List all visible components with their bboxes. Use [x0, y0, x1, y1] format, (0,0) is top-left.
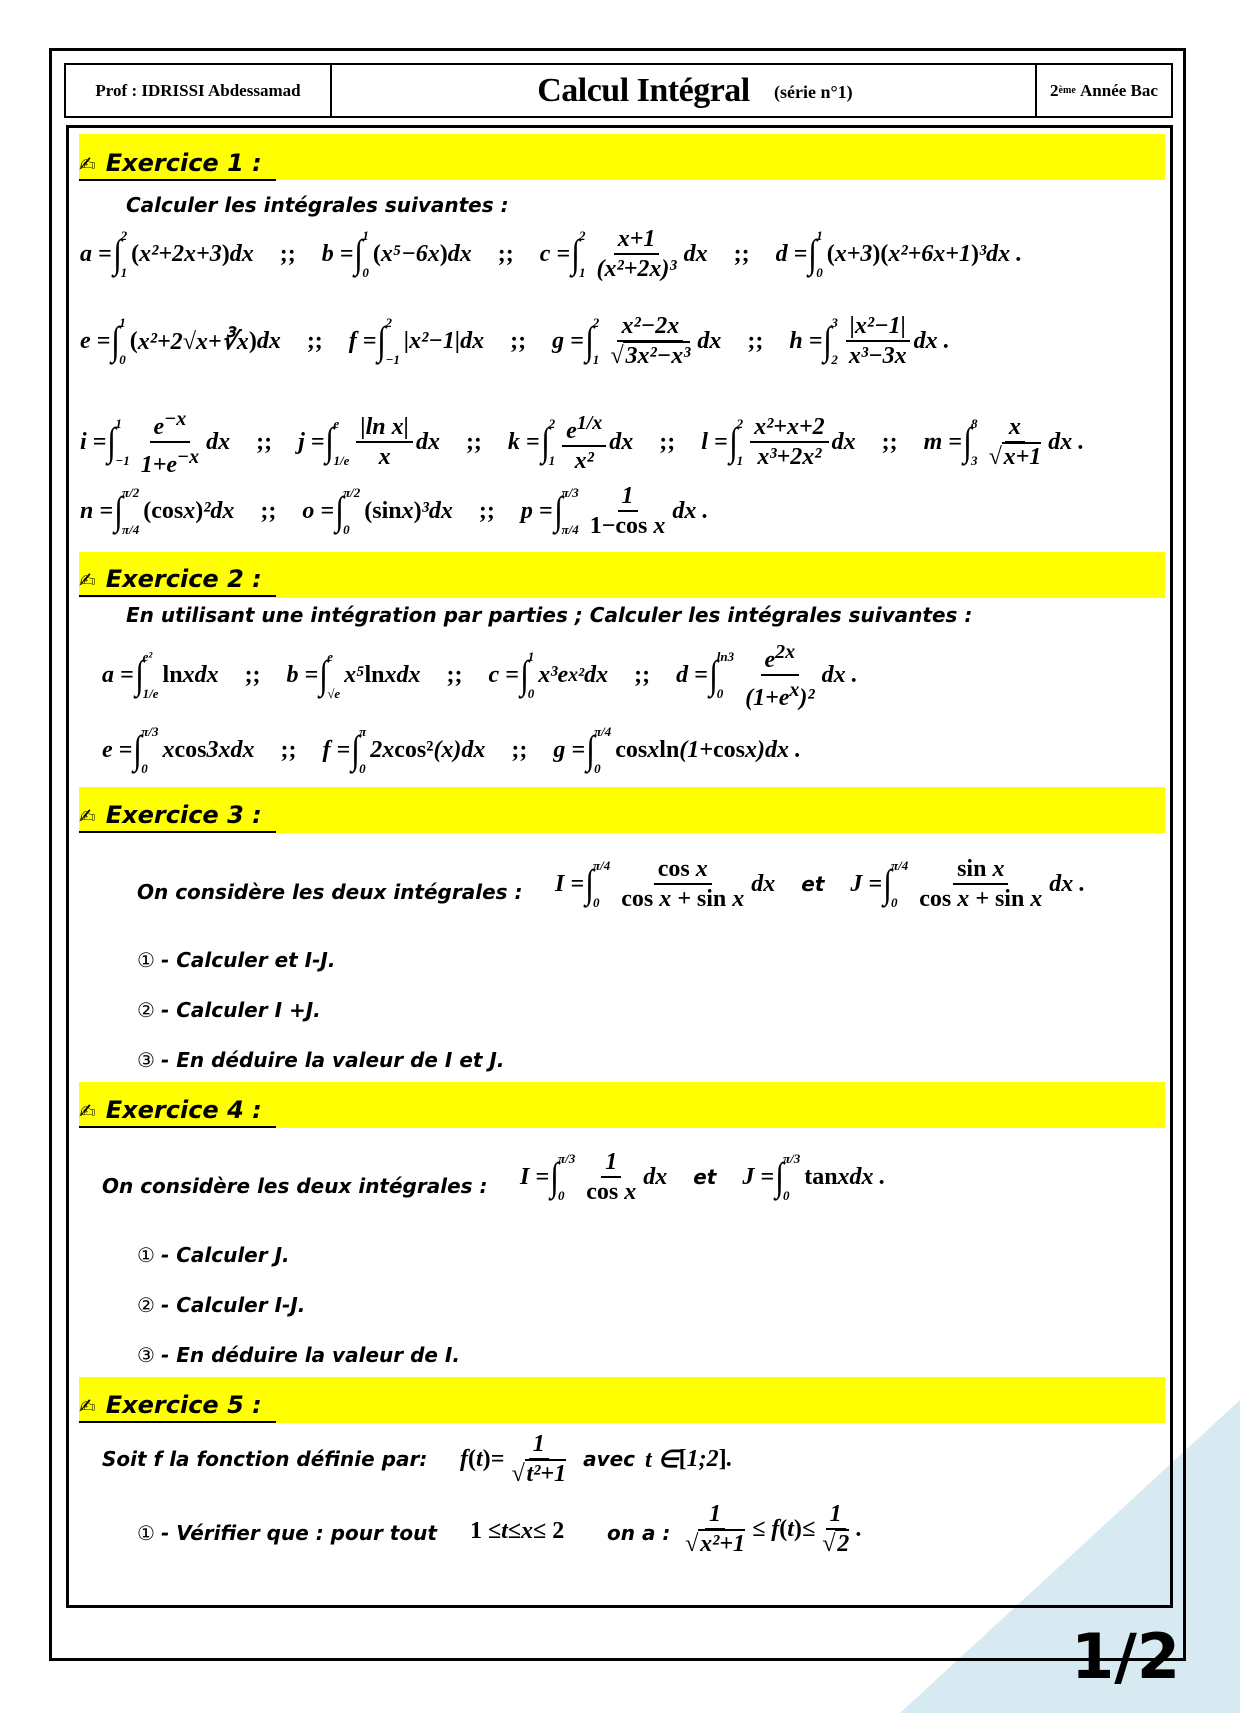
ex1-row-3: i = ∫ 1 −1 $\frac{e^{-x}}{1+e^{-x}}$ dx ;; j = ∫ e 1/e $\frac{\text{|ln x|}}{x}$ dx ;; k = ∫ 2 1 $\frac{e^{1/x}}{\text{x²}}$ dx ;; l = ∫ 2 1 $\frac{\text{x²+x+2}}{\text{x³+2x²}}$ dx ;; m = ∫ 8 3 $\frac{x}{√x+1}$ dx . [80, 405, 1084, 479]
page-title: Calcul Intégral [537, 71, 750, 109]
ex1-row-2: e = ∫ 1 0 ( x²+2√x+∛x ) dx ;; f = ∫ 2 −1 |x²−1|dx ;; g = ∫ 2 1 $\frac{\text{x²−2x}}{\text{√3x²−x³}}$ dx ;; h = ∫ 3 2 $\frac{\text{|x²−1|}}{\text{x³−3x}}$ dx . [80, 313, 950, 369]
ex4-question-3: ③ - En déduire la valeur de I. [137, 1343, 460, 1367]
writing-hand-icon: ✍ [79, 1394, 96, 1418]
ex5-inequality-range: 1 ≤ t ≤ x ≤ 2 [470, 1518, 565, 1544]
writing-hand-icon: ✍ [79, 568, 96, 592]
exercise-1-instruction: Calculer les intégrales suivantes : [126, 193, 509, 217]
ex2-row-1: a = ∫ e² 1/e ln xdx ;; b = ∫ e √e x⁵ ln xdx ;; c = ∫ 1 0 x³e x² dx ;; d = ∫ ln3 0 $\frac{e^{2x}}{(1+e^x)^2}$ dx . [102, 638, 858, 712]
ex4-integrals: I = ∫ π/3 0 $\frac{1}{\text{cos x}}$ dx et J = ∫ π/3 0 tan xdx . [520, 1149, 886, 1205]
ex5-on-a: on a : [607, 1521, 671, 1545]
header-table [64, 63, 1173, 118]
exercise-3-intro: On considère les deux intégrales : [137, 880, 523, 904]
exercise-5-title: ✍ Exercice 5 : [79, 1390, 276, 1423]
ex1-row-4: n = ∫ π/2 π/4 ( cos x ) ²dx ;; o = ∫ π/2 0 ( sin x ) ³dx ;; p = ∫ π/3 π/4 $\frac{1}{\text{1−cos x}}$ dx . [80, 483, 709, 539]
ex5-function: f ( t ) = $\frac{1}{\text{√t²+1}}$ avec t ∈ [ 1;2 ] . [460, 1431, 733, 1487]
ex4-question-1: ① - Calculer J. [137, 1243, 290, 1267]
page-number: 1/2 [1071, 1620, 1180, 1693]
ex3-question-1: ① - Calculer et I-J. [137, 948, 336, 972]
exercise-2-title: ✍ Exercice 2 : [79, 564, 276, 597]
exercise-4-intro: On considère les deux intégrales : [102, 1174, 488, 1198]
exercise-5-intro: Soit f la fonction définie par: [102, 1447, 428, 1471]
serie-label: (série n°1) [774, 82, 853, 102]
writing-hand-icon: ✍ [79, 1099, 96, 1123]
exercise-3-title: ✍ Exercice 3 : [79, 800, 276, 833]
exercise-4-title: ✍ Exercice 4 : [79, 1095, 276, 1128]
header-title-cell [332, 65, 1037, 116]
ex2-row-2: e = ∫ π/3 0 x cos 3xdx ;; f = ∫ π 0 2x cos² (x)dx ;; g = ∫ π/4 0 cos x ln (1+ cos x)dx . [102, 724, 801, 776]
writing-hand-icon: ✍ [79, 804, 96, 828]
ex3-question-3: ③ - En déduire la valeur de I et J. [137, 1048, 505, 1072]
level-label: 2 ème Année Bac [1050, 80, 1158, 100]
ex5-question-1: ① - Vérifier que : pour tout [137, 1521, 437, 1545]
writing-hand-icon: ✍ [79, 152, 96, 176]
exercise-1-title: ✍ Exercice 1 : [79, 148, 276, 181]
ex3-integrals: I = ∫ π/4 0 $\frac{\text{cos x}}{\text{cos x + sin x}}$ dx et J = ∫ π/4 0 $\frac{\text{sin x}}{\text{cos x + sin x}}$ dx . [555, 856, 1086, 912]
ex1-row-1: a = ∫ 2 1 ( x²+2x+3 ) dx ;; b = ∫ 1 0 ( x⁵−6x ) dx ;; c = ∫ 2 1 $\frac{x+1}{\text{(x²+2x)³}}$ dx ;; d = ∫ 1 0 ( x+3 )( x²+6x+1 ) ³dx . [80, 226, 1023, 282]
ex5-inequality: $\frac{1}{\text{√x²+1}}$ ≤ f ( t ) ≤ $\frac{1}{√2}$ . [685, 1501, 863, 1557]
ex3-question-2: ② - Calculer I +J. [137, 998, 321, 1022]
exercise-2-instruction: En utilisant une intégration par parties ; Calculer les intégrales suivantes : [126, 603, 973, 627]
ex4-question-2: ② - Calculer I-J. [137, 1293, 306, 1317]
teacher-name: Prof : IDRISSI Abdessamad [66, 65, 332, 116]
